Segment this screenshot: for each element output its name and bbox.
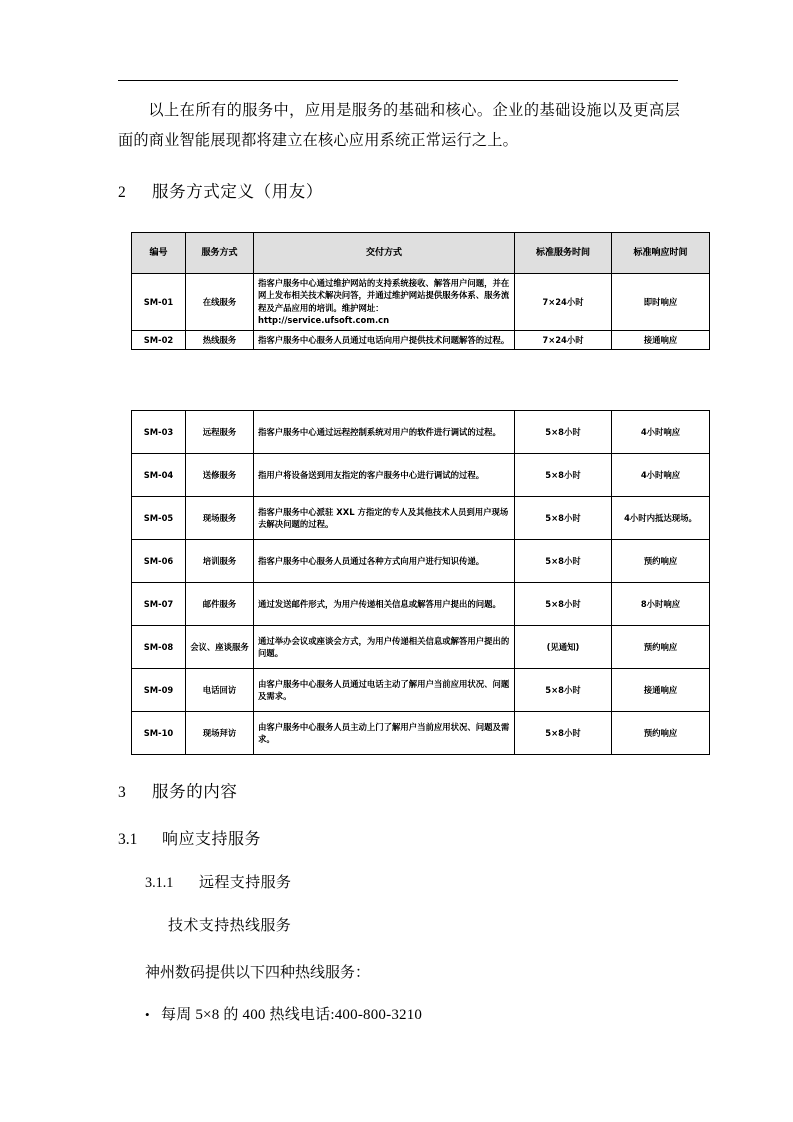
cell-id: SM-08 xyxy=(132,626,186,669)
table-row xyxy=(132,330,710,349)
cell-response-time: 预约响应 xyxy=(612,626,710,669)
table-row xyxy=(132,497,710,540)
cell-mode: 会议、座谈服务 xyxy=(186,626,254,669)
cell-service-time: 7×24小时 xyxy=(515,274,612,331)
hotline-bullet-item xyxy=(118,1001,680,1029)
cell-response-time: 4小时响应 xyxy=(612,454,710,497)
column-header-response-time: 标准响应时间 xyxy=(612,233,710,274)
cell-service-time: 5×8小时 xyxy=(515,411,612,454)
cell-response-time: 8小时响应 xyxy=(612,583,710,626)
cell-delivery: 指客户服务中心通过维护网站的支持系统接收、解答用户问题，并在网上发布相关技术解决问答，并通过维护网站提供服务体系、服务流程及产品应用的培训。维护网址：http://service.ufsoft.com.cn xyxy=(254,274,515,331)
heading-2-text: 服务方式定义（用友） xyxy=(152,182,323,201)
cell-mode: 送修服务 xyxy=(186,454,254,497)
column-header-service-time: 标准服务时间 xyxy=(515,233,612,274)
cell-delivery: 指用户将设备送到用友指定的客户服务中心进行调试的过程。 xyxy=(254,454,515,497)
intro-paragraph: 以上在所有的服务中，应用是服务的基础和核心。企业的基础设施以及更高层面的商业智能展现都将建立在核心应用系统正常运行之上。 xyxy=(118,102,680,149)
cell-service-time: 5×8小时 xyxy=(515,540,612,583)
cell-mode: 在线服务 xyxy=(186,274,254,331)
table-row xyxy=(132,233,710,274)
hotline-bullet-text: 每周 5×8 的 400 热线电话:400-800-3210 xyxy=(161,1007,423,1023)
column-header-id: 编号 xyxy=(132,233,186,274)
column-header-mode: 服务方式 xyxy=(186,233,254,274)
cell-id: SM-01 xyxy=(132,274,186,331)
cell-mode: 现场服务 xyxy=(186,497,254,540)
cell-delivery: 指客户服务中心服务人员通过各种方式向用户进行知识传递。 xyxy=(254,540,515,583)
cell-service-time: 5×8小时 xyxy=(515,583,612,626)
table-row xyxy=(132,583,710,626)
cell-service-time: 5×8小时 xyxy=(515,497,612,540)
heading-3-number: 3 xyxy=(118,784,126,801)
cell-id: SM-02 xyxy=(132,330,186,349)
cell-delivery: 通过发送邮件形式，为用户传递相关信息或解答用户提出的问题。 xyxy=(254,583,515,626)
table-row xyxy=(132,626,710,669)
cell-delivery: 指客户服务中心通过远程控制系统对用户的软件进行调试的过程。 xyxy=(254,411,515,454)
cell-service-time: 5×8小时 xyxy=(515,454,612,497)
cell-id: SM-06 xyxy=(132,540,186,583)
cell-id: SM-05 xyxy=(132,497,186,540)
cell-id: SM-03 xyxy=(132,411,186,454)
table-row xyxy=(132,540,710,583)
cell-id: SM-04 xyxy=(132,454,186,497)
cell-response-time: 预约响应 xyxy=(612,540,710,583)
cell-delivery: 指客户服务中心派驻 XXL 方指定的专人及其他技术人员到用户现场去解决问题的过程。 xyxy=(254,497,515,540)
cell-mode: 现场拜访 xyxy=(186,712,254,755)
cell-mode: 热线服务 xyxy=(186,330,254,349)
table-row xyxy=(132,274,710,331)
cell-id: SM-10 xyxy=(132,712,186,755)
cell-response-time: 即时响应 xyxy=(612,274,710,331)
heading-3-1-1 xyxy=(118,871,680,892)
cell-service-time: 5×8小时 xyxy=(515,712,612,755)
cell-response-time: 4小时响应 xyxy=(612,411,710,454)
table-row xyxy=(132,669,710,712)
cell-mode: 邮件服务 xyxy=(186,583,254,626)
cell-response-time: 接通响应 xyxy=(612,330,710,349)
hotline-lead-paragraph: 神州数码提供以下四种热线服务： xyxy=(145,965,371,981)
heading-3 xyxy=(118,778,680,802)
heading-3-text: 服务的内容 xyxy=(152,782,238,801)
cell-response-time: 接通响应 xyxy=(612,669,710,712)
cell-id: SM-09 xyxy=(132,669,186,712)
cell-response-time: 预约响应 xyxy=(612,712,710,755)
cell-service-time: (见通知) xyxy=(515,626,612,669)
cell-mode: 远程服务 xyxy=(186,411,254,454)
cell-service-time: 5×8小时 xyxy=(515,669,612,712)
cell-delivery: 指客户服务中心服务人员通过电话向用户提供技术问题解答的过程。 xyxy=(254,330,515,349)
heading-3-1-1-text: 远程支持服务 xyxy=(199,875,292,891)
table-row xyxy=(132,712,710,755)
heading-2-number: 2 xyxy=(118,184,126,201)
cell-mode: 电话回访 xyxy=(186,669,254,712)
heading-3-1-1-number: 3.1.1 xyxy=(145,875,174,891)
document-content-lower xyxy=(118,778,680,1029)
heading-2 xyxy=(118,178,680,202)
cell-delivery: 由客户服务中心服务人员主动上门了解用户当前应用状况、问题及需求。 xyxy=(254,712,515,755)
cell-delivery: 通过举办会议或座谈会方式，为用户传递相关信息或解答用户提出的问题。 xyxy=(254,626,515,669)
column-header-delivery: 交付方式 xyxy=(254,233,515,274)
table-body-2 xyxy=(132,411,710,755)
table-row xyxy=(132,411,710,454)
heading-3-1-number: 3.1 xyxy=(118,831,138,848)
cell-response-time: 4小时内抵达现场。 xyxy=(612,497,710,540)
heading-3-1-text: 响应支持服务 xyxy=(162,831,262,848)
service-table-part-2 xyxy=(131,410,710,755)
cell-id: SM-07 xyxy=(132,583,186,626)
bullet-dot-icon: • xyxy=(145,1007,150,1022)
cell-delivery: 由客户服务中心服务人员通过电话主动了解用户当前应用状况、问题及需求。 xyxy=(254,669,515,712)
service-table-part-1 xyxy=(131,232,710,350)
document-content xyxy=(118,96,680,202)
table-header-row-1 xyxy=(132,233,710,274)
table-row xyxy=(132,454,710,497)
heading-3-1 xyxy=(118,826,680,849)
subheading-hotline-support: 技术支持热线服务 xyxy=(168,918,292,934)
cell-service-time: 7×24小时 xyxy=(515,330,612,349)
table-body-1 xyxy=(132,274,710,350)
cell-mode: 培训服务 xyxy=(186,540,254,583)
header-rule xyxy=(118,80,678,81)
